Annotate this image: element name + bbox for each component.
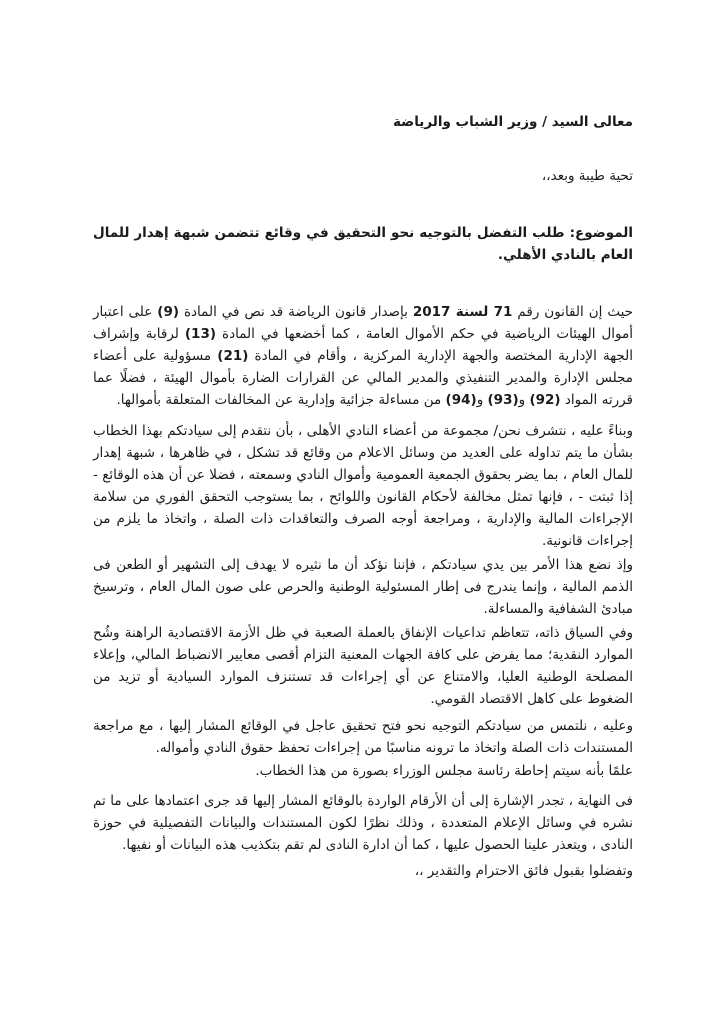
note-line: علمًا بأنه سيتم إحاطة رئاسة مجلس الوزراء بصورة من هذا الخطاب.	[255, 763, 633, 779]
letter-body	[93, 0, 633, 882]
closing-line: وتفضلوا بقبول فائق الاحترام والتقدير ،،	[414, 863, 633, 879]
body-paragraph-investigation-request: وعليه ، نلتمس من سيادتكم التوجيه نحو فتح تحقيق عاجل في الوقائع المشار إليها ، مع مراجعة المستندات ذات الصلة واتخاذ ما ترونه مناسبًا من إجراءات تحفظ حقوق النادي وأمواله.	[93, 718, 633, 756]
body-paragraph-sources-disclaimer: فى النهاية ، تجدر الإشارة إلى أن الأرقام الواردة بالوقائع المشار إليها قد جرى اعتمادها على ما تم نشره في وسائل الإعلام المتعددة ، وذلك نظرًا لكون المستندات والبيانات التفصيلية في حوزة النادى ، ويتعذر علينا الحصول عليها ، كما أن ادارة النادى لم تقم بتكذيب هذه البيانات أو نفيها.	[93, 793, 633, 853]
greeting-line: تحية طيبة وبعد،،	[541, 168, 633, 184]
body-paragraph-economic-context: وفي السياق ذاته، تتعاظم تداعيات الإنفاق بالعملة الصعبة في ظل الأزمة الاقتصادية الراهنة وشُح الموارد النقدية؛ مما يفرض على كافة الجهات المعنية التزام أقصى معايير الانضباط المالي، وإعلاء المصلحة الوطنية العليا، والامتناع عن أي إجراءات قد تستنزف الموارد السيادية أو تزيد من الضغوط على كاهل الاقتصاد القومي.	[93, 625, 633, 707]
recipient-line: معالى السيد / وزير الشباب والرياضة	[392, 114, 633, 130]
body-paragraph-intent: وإذ نضع هذا الأمر بين يدي سيادتكم ، فإننا نؤكد أن ما نثيره لا يهدف إلى التشهير أو الطعن فى الذمم المالية ، وإنما يندرج فى إطار المسئولية الوطنية والحرص على صون المال العام ، وترسيخ مبادئ الشفافية والمساءلة.	[93, 557, 633, 617]
body-paragraph-law-references: حيث إن القانون رقم 71 لسنة 2017 بإصدار قانون الرياضة قد نص في المادة (9) على اعتبار أموال الهيئات الرياضية في حكم الأموال العامة ، كما أخضعها في المادة (13) لرقابة وإشراف الجهة الإدارية المختصة والجهة الإدارية المركزية ، وأقام في المادة (21) مسؤولية على أعضاء مجلس الإدارة والمدير التنفيذي والمدير المالي عن القرارات الضارة بأموال الهيئة ، فضلًا عما قررته المواد (92) و(93) و(94) من مساءلة جزائية وإدارية عن المخالفات المتعلقة بأموالها.	[93, 304, 633, 408]
body-paragraph-request-intro: وبناءً عليه ، نتشرف نحن/ مجموعة من أعضاء النادي الأهلى ، بأن نتقدم إلى سيادتكم بهذا الخطاب بشأن ما يتم تداوله على العديد من وسائل الاعلام من وقائع قد تشكل ، في ظاهرها ، شبهة إهدار للمال العام ، بما يضر بحقوق الجمعية العمومية وأموال النادي وسمعته ، فضلا عن أن هذه الوقائع - إذا ثبتت - ، فإنها تمثل مخالفة لأحكام القانون واللوائح ، بما يستوجب التحقق الفوري من سلامة الإجراءات المالية والإدارية ، ومراجعة أوجه الصرف والتعاقدات ذات الصلة ، واتخاذ ما يلزم من إجراءات قانونية.	[93, 423, 633, 549]
subject-line: الموضوع: طلب التفضل بالتوجيه نحو التحقيق في وقائع تتضمن شبهة إهدار للمال العام بالنادي الأهلي.	[93, 225, 633, 263]
